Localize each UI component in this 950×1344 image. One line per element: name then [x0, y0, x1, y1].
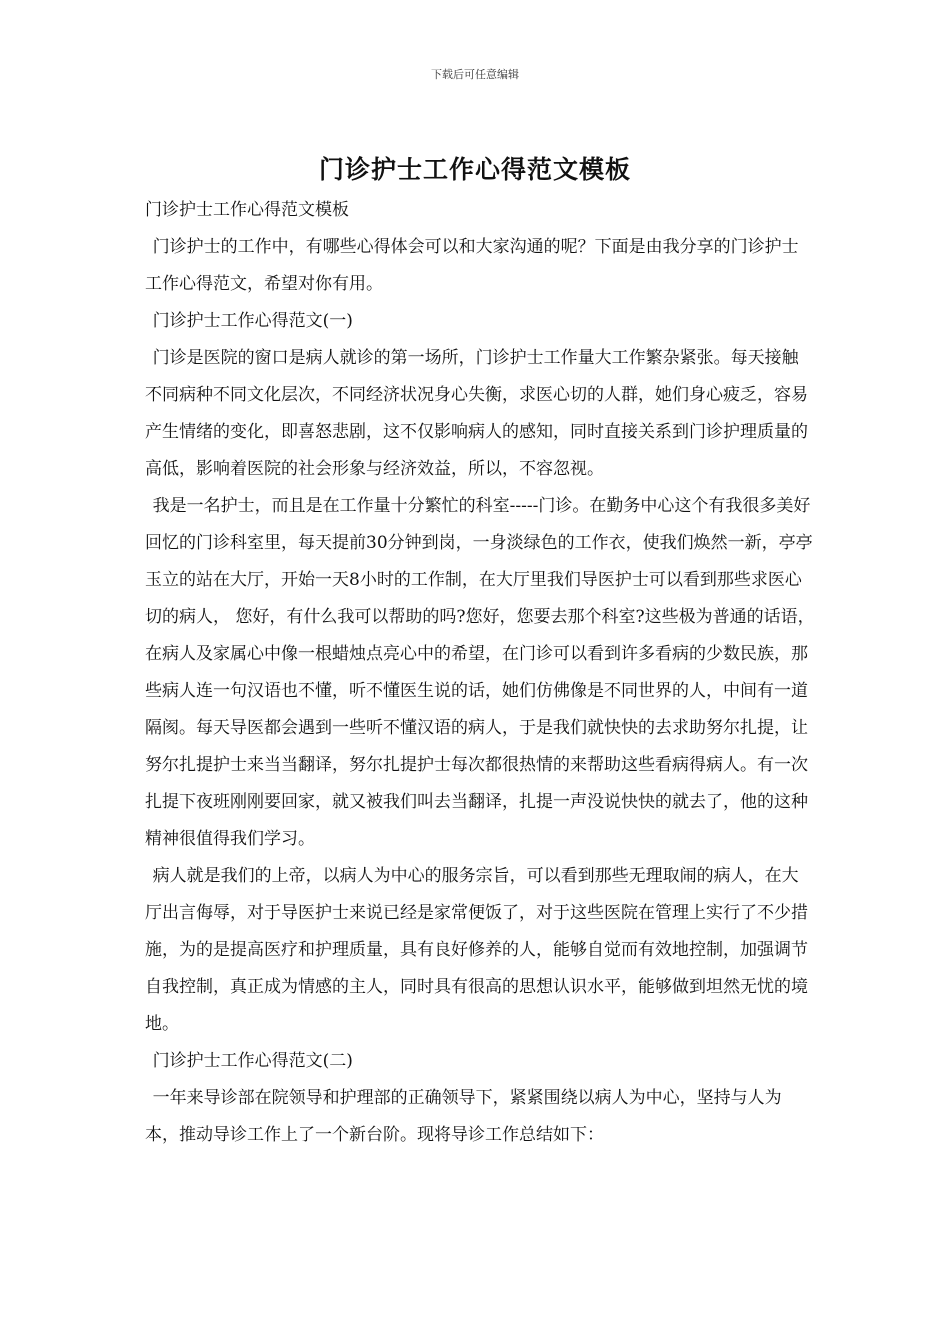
- paragraph: 一年来导诊部在院领导和护理部的正确领导下，紧紧围绕以病人为中心，坚持与人为本，推动导诊工作上了一个新台阶。现将导诊工作总结如下：: [145, 1088, 782, 1145]
- paragraph: 病人就是我们的上帝，以病人为中心的服务宗旨，可以看到那些无理取闹的病人，在大厅出言侮辱，对于导医护士来说已经是家常便饭了，对于这些医院在管理上实行了不少措施，为的是提高医疗和护理质量，具有良好修养的人，能够自觉而有效地控制，加强调节自我控制，真正成为情感的主人，同时具有很高的思想认识水平，能够做到坦然无忧的境地。: [145, 866, 808, 1034]
- document-subtitle: 门诊护士工作心得范文模板: [145, 200, 349, 220]
- paragraph-intro: 门诊护士的工作中，有哪些心得体会可以和大家沟通的呢？下面是由我分享的门诊护士工作心得范文，希望对你有用。: [145, 237, 799, 294]
- header-note: 下载后可任意编辑: [431, 68, 519, 81]
- document-body: [145, 192, 815, 1154]
- section-heading-2: 门诊护士工作心得范文(二): [152, 1051, 353, 1071]
- paragraph: 我是一名护士，而且是在工作量十分繁忙的科室-----门诊。在勤务中心这个有我很多美好回忆的门诊科室里，每天提前30分钟到岗，一身淡绿色的工作衣，使我们焕然一新，亭亭玉立的站在大厅，开始一天8小时的工作制，在大厅里我们导医护士可以看到那些求医心切的病人， 您好，有什么我可以帮助的吗?您好，您要去那个科室?这些极为普通的话语，在病人及家属心中像一根蜡烛点亮心中的希望，在门诊可以看到许多看病的少数民族，那些病人连一句汉语也不懂，听不懂医生说的话，她们仿佛像是不同世界的人，中间有一道隔阂。每天导医都会遇到一些听不懂汉语的病人，于是我们就快快的去求助努尔扎提，让努尔扎提护士来当当翻译，努尔扎提护士每次都很热情的来帮助这些看病得病人。有一次扎提下夜班刚刚要回家，就又被我们叫去当翻译，扎提一声没说快快的就去了，他的这种精神很值得我们学习。: [145, 496, 815, 849]
- document-title: 门诊护士工作心得范文模板: [318, 155, 631, 184]
- paragraph: 门诊是医院的窗口是病人就诊的第一场所，门诊护士工作量大工作繁杂紧张。每天接触不同病种不同文化层次，不同经济状况身心失衡，求医心切的人群，她们身心疲乏，容易产生情绪的变化，即喜怒悲剧，这不仅影响病人的感知，同时直接关系到门诊护理质量的高低，影响着医院的社会形象与经济效益，所以，不容忽视。: [145, 348, 808, 479]
- section-heading-1: 门诊护士工作心得范文(一): [152, 311, 353, 331]
